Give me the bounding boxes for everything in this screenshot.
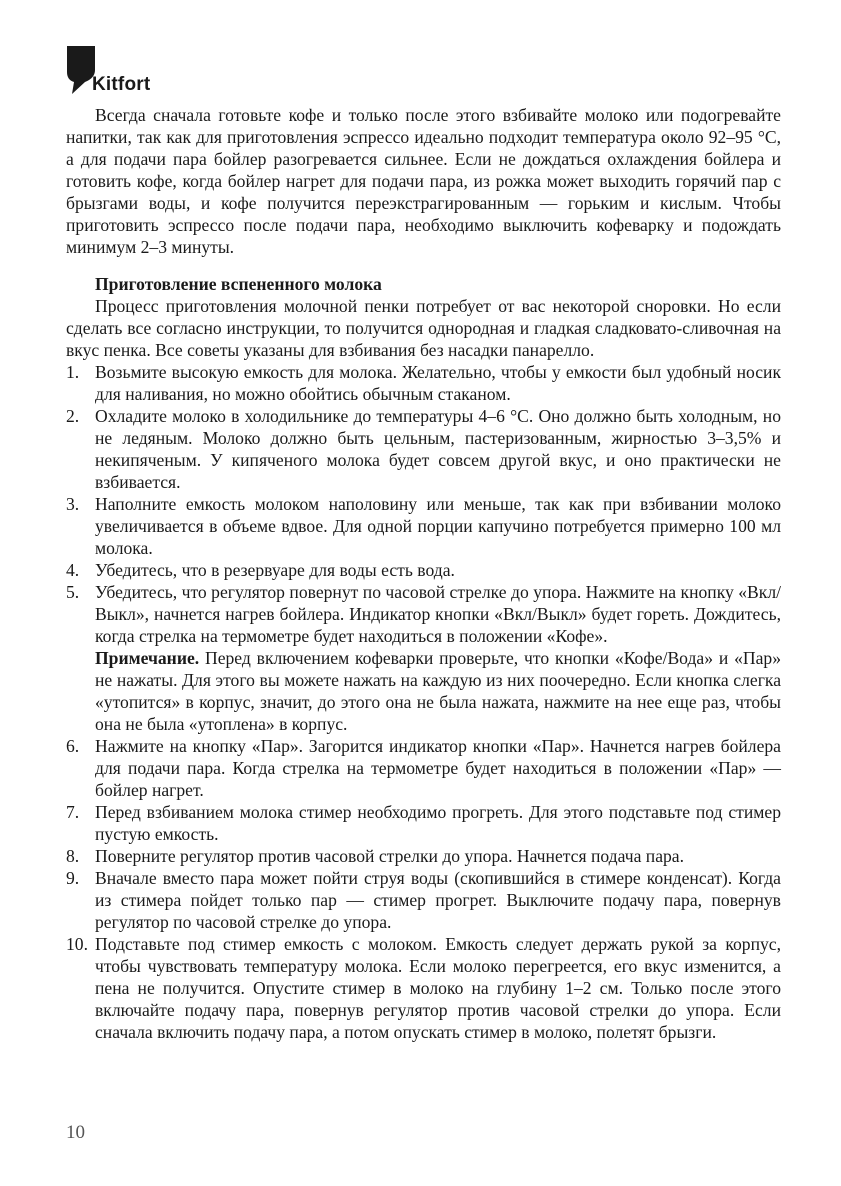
step-item: [66, 933, 781, 1043]
intro-paragraph: Всегда сначала готовьте кофе и только после этого взбивайте молоко или подогревайте напитки, так как для приготовления эспрессо идеально подходит температура около 92–95 °С, а для подачи пара бойлер разогревается сильнее. Если не дождаться охлаждения бойлера и готовить кофе, когда бойлер нагрет для подачи пара, из рожка может выходить горячий пар с брызгами воды, и кофе получится переэкстрагированным — горьким и кислым. Чтобы приготовить эспрессо после подачи пара, необходимо выключить кофеварку и подождать минимум 2–3 минуты.: [66, 105, 781, 257]
step-text: Поверните регулятор против часовой стрелки до упора. Начнется подача пара.: [95, 846, 685, 866]
step-number: 2.: [66, 406, 80, 426]
step-item: [66, 801, 781, 845]
page-number: 10: [66, 1122, 85, 1143]
step-text: Нажмите на кнопку «Пар». Загорится индикатор кнопки «Пар». Начнется нагрев бойлера для подачи пара. Когда стрелка на термометре будет находиться в положении «Пар» — бойлер нагрет.: [95, 736, 781, 800]
step-item: [66, 361, 781, 405]
step-item: [66, 559, 781, 581]
note-label: Примечание.: [95, 648, 200, 668]
step-number: 9.: [66, 868, 80, 888]
step-text: Возьмите высокую емкость для молока. Желательно, чтобы у емкости был удобный носик для наливания, но можно обойтись обычным стаканом.: [95, 362, 781, 404]
step-number: 6.: [66, 736, 80, 756]
step-text: Вначале вместо пара может пойти струя воды (скопившийся в стимере конденсат). Когда из стимера пойдет только пар — стимер прогрет. Выключите подачу пара, повернув регулятор по часовой стрелке до упора.: [95, 868, 781, 932]
step-item: [66, 493, 781, 559]
step-number: 1.: [66, 362, 80, 382]
step-number: 5.: [66, 582, 80, 602]
step-item: [66, 845, 781, 867]
step-note: [95, 647, 781, 735]
step-item: [66, 581, 781, 735]
step-text: Наполните емкость молоком наполовину или меньше, так как при взбивании молоко увеличивается в объеме вдвое. Для одной порции капучино потребуется примерно 100 мл молока.: [95, 494, 781, 558]
step-number: 10.: [66, 934, 88, 954]
step-text: Убедитесь, что в резервуаре для воды есть вода.: [95, 560, 455, 580]
instruction-steps: [66, 361, 781, 1043]
step-number: 4.: [66, 560, 80, 580]
step-text: Охладите молоко в холодильнике до температуры 4–6 °С. Оно должно быть холодным, но не ледяным. Молоко должно быть цельным, пастеризованным, жирностью 3–3,5% и некипяченым. У кипяченого молока будет совсем другой вкус, и оно практически не взбивается.: [95, 406, 781, 492]
step-text: Убедитесь, что регулятор повернут по часовой стрелке до упора. Нажмите на кнопку «Вкл/Выкл», начнется нагрев бойлера. Индикатор кнопки «Вкл/Выкл» будет гореть. Дождитесь, когда стрелка на термометре будет находиться в положении «Кофе».: [95, 582, 781, 646]
step-number: 3.: [66, 494, 80, 514]
step-item: [66, 735, 781, 801]
section-heading: Приготовление вспененного молока: [95, 274, 382, 294]
step-text: Подставьте под стимер емкость с молоком. Емкость следует держать рукой за корпус, чтобы чувствовать температуру молока. Если молоко перегреется, его вкус изменится, а пена не получится. Опустите стимер в молоко на глубину 1–2 см. Только после этого включайте подачу пара, повернув регулятор против часовой стрелки до упора. Если сначала включить подачу пара, а потом опускать стимер в молоко, полетят брызги.: [95, 934, 781, 1042]
step-number: 7.: [66, 802, 80, 822]
note-text: Перед включением кофеварки проверьте, что кнопки «Кофе/Вода» и «Пар» не нажаты. Для этого вы можете нажать на каждую из них поочередно. Если кнопка слегка «утопится» в корпус, значит, до этого она не была нажата, нажмите на нее еще раз, чтобы она не была «утоплена» в корпус.: [95, 648, 781, 734]
step-number: 8.: [66, 846, 80, 866]
section-intro-paragraph: Процесс приготовления молочной пенки потребует от вас некоторой сноровки. Но если сделать все согласно инструкции, то получится однородная и гладкая сладковато-сливочная на вкус пенка. Все советы указаны для взбивания без насадки панарелло.: [66, 296, 781, 360]
step-item: [66, 867, 781, 933]
step-item: [66, 405, 781, 493]
document-body: [66, 104, 781, 1043]
brand-logo: [66, 44, 206, 96]
brand-name: Kitfort: [92, 74, 151, 95]
step-text: Перед взбиванием молока стимер необходимо прогреть. Для этого подставьте под стимер пустую емкость.: [95, 802, 781, 844]
